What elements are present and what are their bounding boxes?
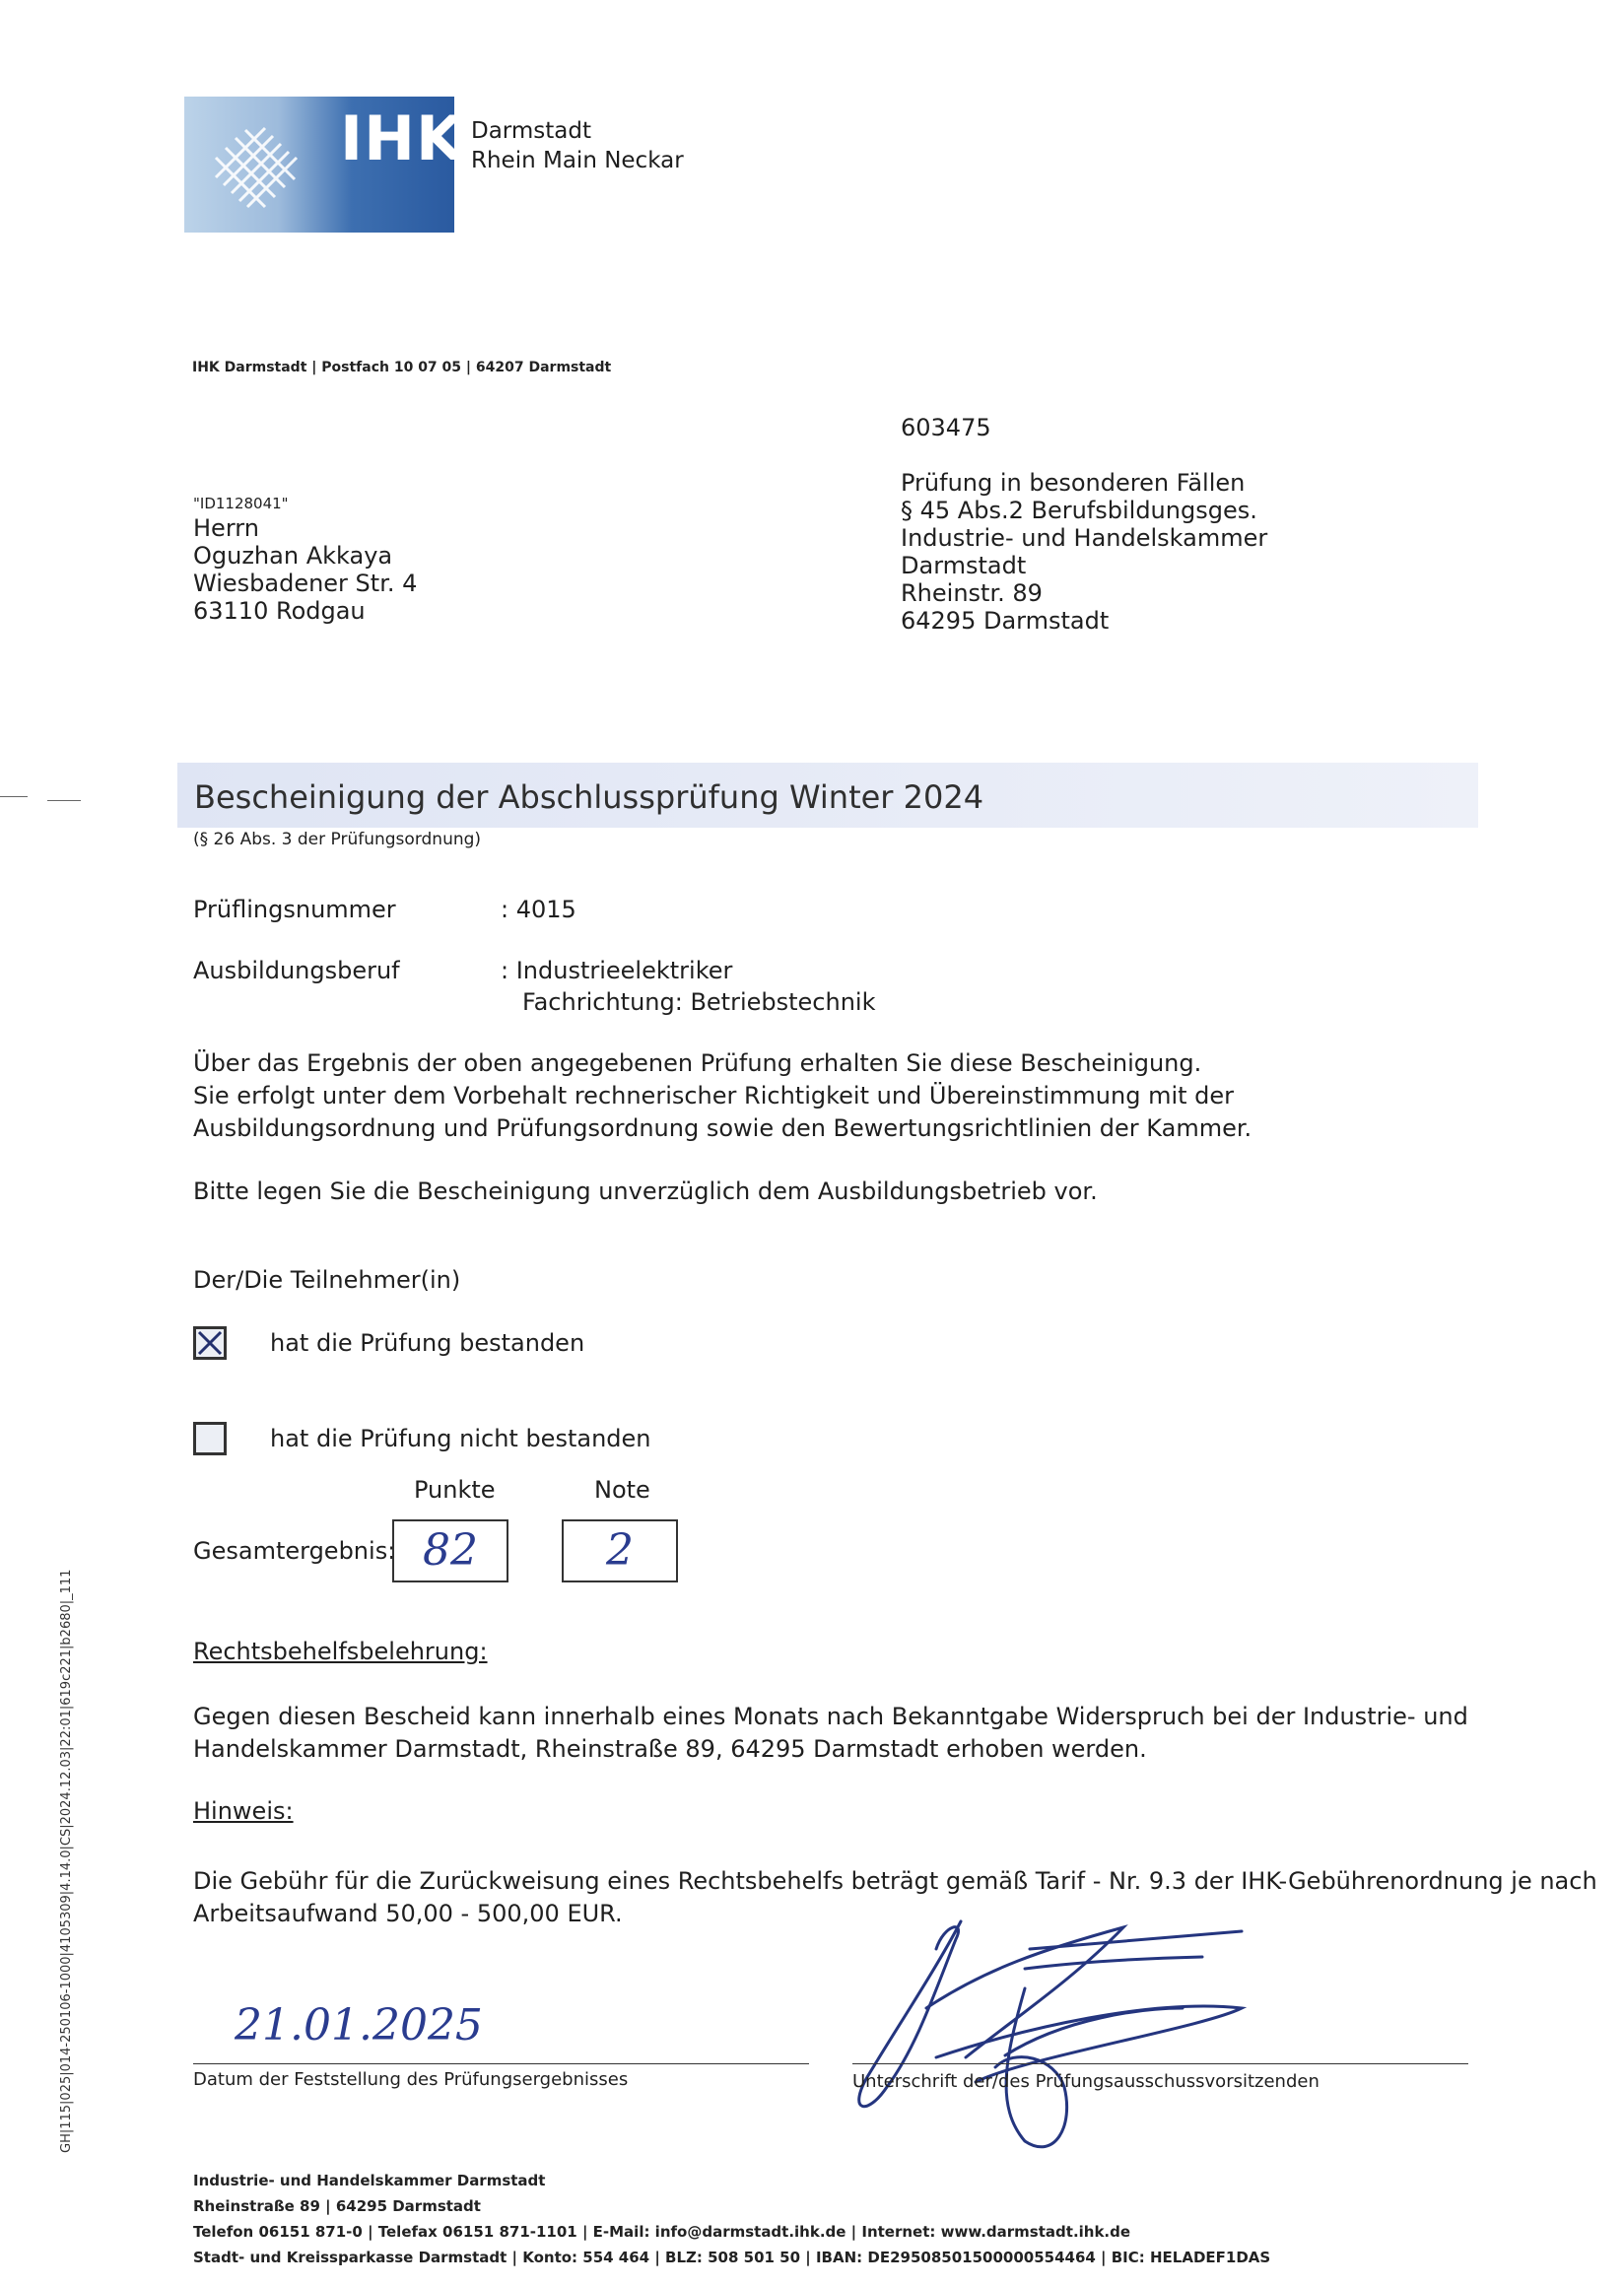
legal-text xyxy=(193,1701,1468,1766)
logo-subtitle xyxy=(471,116,684,175)
date-label: Datum der Feststellung des Prüfungsergebnisses xyxy=(193,2069,629,2090)
paragraph-line: Über das Ergebnis der oben angegebenen Prüfung erhalten Sie diese Bescheinigung. xyxy=(193,1049,1202,1077)
scan-mark xyxy=(47,800,81,801)
hint-line: Die Gebühr für die Zurückweisung eines Rechtsbehelfs beträgt gemäß Tarif - Nr. 9.3 der IHK-Gebührenordnung je nach xyxy=(193,1867,1597,1895)
legal-line: Handelskammer Darmstadt, Rheinstraße 89, 64295 Darmstadt erhoben werden. xyxy=(193,1735,1147,1763)
pruefling-value: : 4015 xyxy=(501,896,576,923)
legal-heading: Rechtsbehelfsbelehrung: xyxy=(193,1638,488,1665)
recipient-name: Oguzhan Akkaya xyxy=(193,542,393,570)
failed-checkbox[interactable] xyxy=(193,1422,227,1455)
instruction-paragraph: Bitte legen Sie die Bescheinigung unverzüglich dem Ausbildungsbetrieb vor. xyxy=(193,1177,1098,1205)
paragraph-line: Ausbildungsordnung und Prüfungsordnung sowie den Bewertungsrichtlinien der Kammer. xyxy=(193,1114,1252,1142)
logo-mark: IHK xyxy=(340,102,465,174)
sender-line: IHK Darmstadt | Postfach 10 07 05 | 64207 Darmstadt xyxy=(192,360,612,375)
hint-line: Arbeitsaufwand 50,00 - 500,00 EUR. xyxy=(193,1900,623,1927)
failed-label: hat die Prüfung nicht bestanden xyxy=(270,1425,651,1452)
note-value: 2 xyxy=(606,1525,634,1576)
passed-label: hat die Prüfung bestanden xyxy=(270,1329,585,1357)
ihk-emblem-icon xyxy=(206,118,314,213)
recipient-city: 63110 Rodgau xyxy=(193,597,366,625)
logo-line2: Rhein Main Neckar xyxy=(471,148,684,173)
footer-org: Industrie- und Handelskammer Darmstadt xyxy=(193,2172,546,2189)
document-title: Bescheinigung der Abschlussprüfung Winter 2024 xyxy=(194,778,984,816)
handwritten-signature xyxy=(828,1910,1281,2166)
footer-bank: Stadt- und Kreissparkasse Darmstadt | Konto: 554 464 | BLZ: 508 501 50 | IBAN: DE29508501500000554464 | BIC: HELADEF1DAS xyxy=(193,2249,1271,2266)
gesamt-label: Gesamtergebnis: xyxy=(193,1537,396,1565)
pruefling-label: Prüflingsnummer xyxy=(193,896,396,923)
fachrichtung-value: Fachrichtung: Betriebstechnik xyxy=(522,988,876,1016)
signature-label: Unterschrift der/des Prüfungsausschussvorsitzenden xyxy=(852,2071,1320,2092)
reference-number: 603475 xyxy=(901,414,991,441)
info-line: 64295 Darmstadt xyxy=(901,607,1110,635)
side-document-code: GH|115|025|014-250106-1000|4105309|4.14.0|CS|2024.12.03|22:01|619c221|b2680|_111 xyxy=(59,1569,74,2153)
note-box[interactable] xyxy=(562,1519,678,1582)
footer xyxy=(193,2168,1270,2270)
participant-label: Der/Die Teilnehmer(in) xyxy=(193,1266,461,1294)
recipient-salutation: Herrn xyxy=(193,514,259,542)
recipient-id: "ID1128041" xyxy=(193,495,289,512)
signature-line xyxy=(852,2063,1468,2064)
result-paragraph xyxy=(193,1047,1252,1145)
paragraph-line: Sie erfolgt unter dem Vorbehalt rechnerischer Richtigkeit und Übereinstimmung mit der xyxy=(193,1082,1235,1109)
document-subtitle: (§ 26 Abs. 3 der Prüfungsordnung) xyxy=(193,830,482,849)
note-header: Note xyxy=(594,1476,650,1504)
punkte-box[interactable] xyxy=(392,1519,508,1582)
exam-date-handwritten: 21.01.2025 xyxy=(235,2000,483,2051)
legal-line: Gegen diesen Bescheid kann innerhalb eines Monats nach Bekanntgabe Widerspruch bei der Industrie- und xyxy=(193,1703,1468,1730)
recipient-street: Wiesbadener Str. 4 xyxy=(193,570,418,597)
punkte-value: 82 xyxy=(423,1525,478,1576)
logo-line1: Darmstadt xyxy=(471,118,591,144)
passed-checkbox[interactable] xyxy=(193,1326,227,1360)
info-line: Darmstadt xyxy=(901,552,1027,579)
exam-info-block xyxy=(901,414,1267,635)
recipient-address xyxy=(193,493,417,625)
footer-contact: Telefon 06151 871-0 | Telefax 06151 871-1101 | E-Mail: info@darmstadt.ihk.de | Internet: www.darmstadt.ihk.de xyxy=(193,2223,1131,2241)
beruf-label: Ausbildungsberuf xyxy=(193,957,400,984)
checkmark-x-icon xyxy=(196,1329,224,1357)
info-line: Rheinstr. 89 xyxy=(901,579,1043,607)
info-line: Prüfung in besonderen Fällen xyxy=(901,469,1246,497)
date-line xyxy=(193,2063,809,2064)
info-line: § 45 Abs.2 Berufsbildungsges. xyxy=(901,497,1257,524)
hint-heading: Hinweis: xyxy=(193,1797,294,1825)
footer-address: Rheinstraße 89 | 64295 Darmstadt xyxy=(193,2197,481,2215)
scan-mark xyxy=(0,796,28,797)
beruf-value: : Industrieelektriker xyxy=(501,957,733,984)
info-line: Industrie- und Handelskammer xyxy=(901,524,1268,552)
punkte-header: Punkte xyxy=(414,1476,496,1504)
